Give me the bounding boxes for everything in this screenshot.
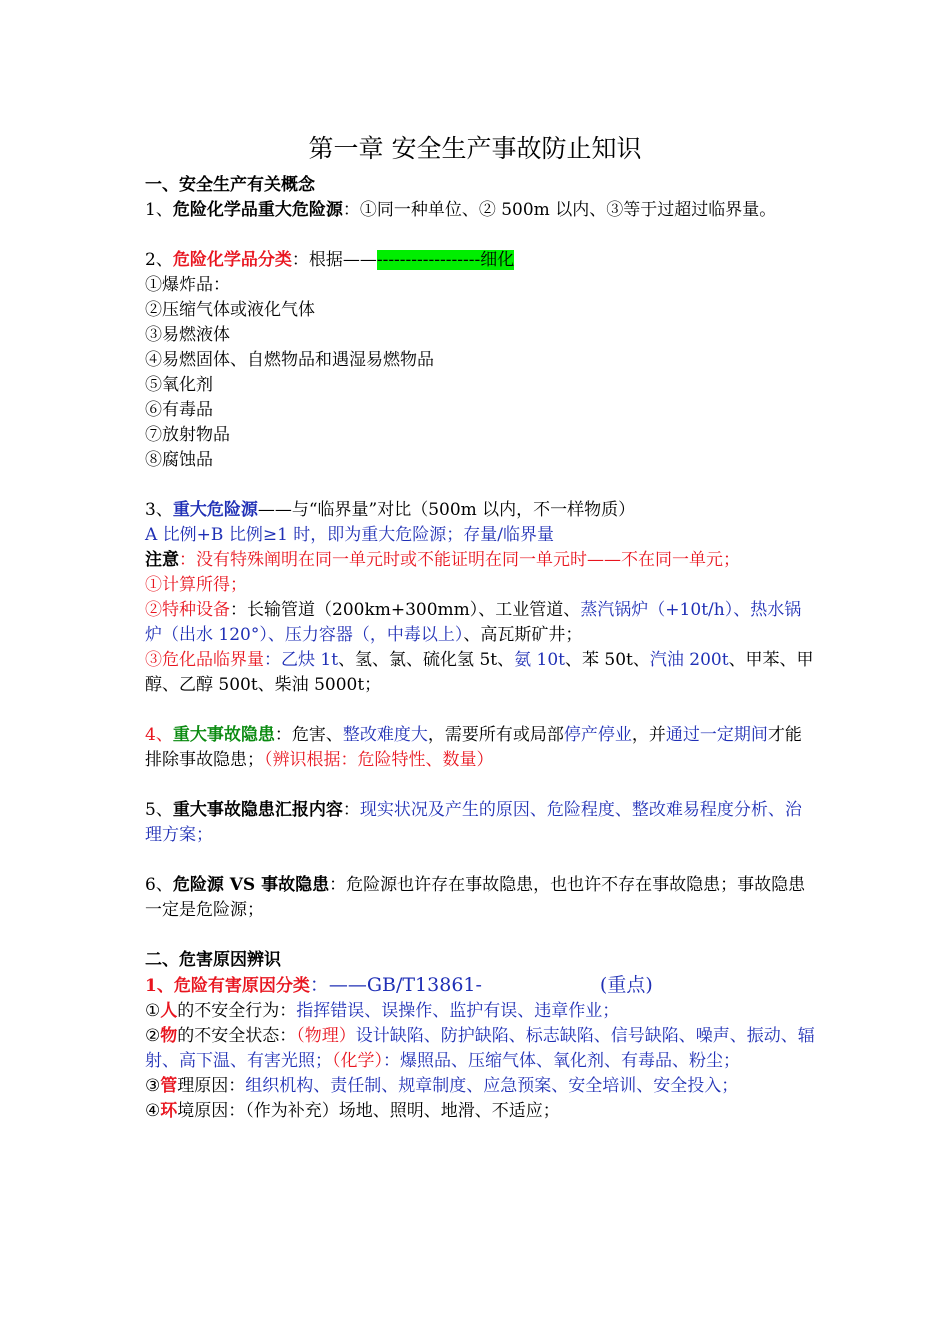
term: 危险化学品重大危险源 [172,200,343,220]
item-mark: ④ [145,1101,161,1121]
cause-item-environment [145,1099,817,1124]
cause-label: 的不安全行为： [177,1001,297,1021]
category-label: （化学） [332,1051,383,1071]
list-item: ⑦放射物品 [145,425,230,445]
subsection-label: 1、危险有害原因分类 [145,976,310,996]
equipment-label: ②特种设备 [145,600,230,620]
item-number: 2、 [145,250,173,270]
key-char: 环 [160,1101,178,1121]
definition-text: ——与“临界量”对比（500m 以内，不一样物质） [257,500,636,520]
item-mark: ② [145,1026,161,1046]
text-emphasis: 停产停业 [563,725,632,745]
separator: ： [342,800,360,820]
key-char: 物 [160,1026,178,1046]
page-title: 第一章 安全生产事故防止知识 [308,134,642,163]
item-number: 4、 [145,725,173,745]
paragraph-6 [145,873,817,923]
list-item: ②压缩气体或液化气体 [145,300,315,320]
equipment-line [145,598,817,648]
critical-line [145,648,817,698]
text-emphasis: 通过一定期间 [665,725,768,745]
cause-label: 境原因：（作为补充）场地、照明、地滑、不适应； [177,1101,560,1121]
cause-detail: 指挥错误、误操作、监护有误、违章作业； [296,1001,620,1021]
text-emphasis: 整改难度大 [342,725,428,745]
item-mark: ① [145,1001,161,1021]
paragraph-3 [145,498,817,523]
cause-label: 的不安全状态： [177,1026,297,1046]
item-number: 6、 [145,875,173,895]
highlighted-text: ------------------细化 [376,250,515,270]
definition-text: 危险源也许存在事故隐患，也也许不存在事故隐患；事故隐患一定是危险源； [145,875,806,920]
critical-text: 、氢、氯、硫化氢 5t、 [338,650,515,670]
list-item: ⑧腐蚀品 [145,450,213,470]
paragraph-4 [145,723,817,773]
cause-label: 理原因： [177,1076,246,1096]
term: 重大事故隐患汇报内容 [172,800,343,820]
text-note: （辨识根据：危险特性、数量） [264,750,494,770]
critical-value: 氨 10t [514,650,565,670]
cause-detail: ：爆照品、压缩气体、氧化剂、有毒品、粉尘； [383,1051,740,1071]
equipment-highlight: 蒸汽锅炉（+10t/h）、热水锅炉（出水 120°）、压力容器（，中毒以上） [145,600,802,645]
key-char: 管 [160,1076,178,1096]
term: 危险化学品分类 [172,250,292,270]
list-item: ⑤氧化剂 [145,375,213,395]
critical-value: ：乙炔 1t [264,650,339,670]
equipment-text: ：长输管道（200km+300mm）、工业管道、 [230,600,581,620]
definition-text: ①同一种单位、② 500m 以内、③等于过超过临界量。 [359,200,777,220]
definition-text: 现实状况及产生的原因、危险程度、整改难易程度分析、治理方案； [145,800,802,845]
list-item: ④易燃固体、自燃物品和遇湿易燃物品 [145,350,434,370]
key-char: 人 [160,1001,178,1021]
text: ：危害、 [274,725,343,745]
critical-label: ③危化品临界量 [145,650,264,670]
separator: ：根据—— [291,250,377,270]
cause-detail: 组织机构、责任制、规章制度、应急预案、安全培训、安全投入； [245,1076,739,1096]
paragraph-2 [145,248,817,273]
text: ，需要所有或局部 [427,725,564,745]
cause-item-management [145,1074,817,1099]
cause-detail: 设计缺陷、防护缺陷、标志缺陷、信号缺陷、噪声、振动、辐射、高下温、有害光照； [145,1026,815,1071]
item-number: 3、 [145,500,173,520]
term: 重大危险源 [172,500,258,520]
note-label: 注意 [145,550,179,570]
cause-item-person [145,999,817,1024]
separator: ： [329,875,347,895]
note-line [145,548,817,573]
list-item: ③易燃液体 [145,325,230,345]
category-label: （物理） [296,1026,356,1046]
cause-item-object [145,1024,817,1074]
item-number: 1、 [145,200,173,220]
paragraph-5 [145,798,817,848]
section-heading-2: 二、危害原因辨识 [145,950,281,970]
paragraph-1 [145,198,817,223]
standard-code: ：——GB/T13861- [309,974,482,996]
critical-text: 、苯 50t、 [565,650,650,670]
key-marker: (重点) [599,974,653,996]
calc-line: ①计算所得； [145,575,247,595]
term: 危险源 VS 事故隐患 [172,875,330,895]
item-mark: ③ [145,1076,161,1096]
document-body [145,173,817,1124]
subsection-heading [145,973,817,999]
term: 重大事故隐患 [172,725,275,745]
list-item: ①爆炸品： [145,275,230,295]
section-heading-1: 一、安全生产有关概念 [145,175,315,195]
list-item: ⑥有毒品 [145,400,213,420]
text: ，并 [631,725,666,745]
formula-line: A 比例+B 比例≥1 时，即为重大危险源；存量/临界量 [145,525,555,545]
note-text: ：没有特殊阐明在同一单元时或不能证明在同一单元时——不在同一单元； [179,550,740,570]
equipment-text: 、高瓦斯矿井； [463,625,583,645]
separator: ： [342,200,360,220]
item-number: 5、 [145,800,173,820]
critical-value: 汽油 200t [649,650,729,670]
critical-text: 、甲苯、甲醇、乙醇 500t、柴油 5000t； [145,650,814,695]
text: 才能排除事故隐患； [145,725,802,770]
